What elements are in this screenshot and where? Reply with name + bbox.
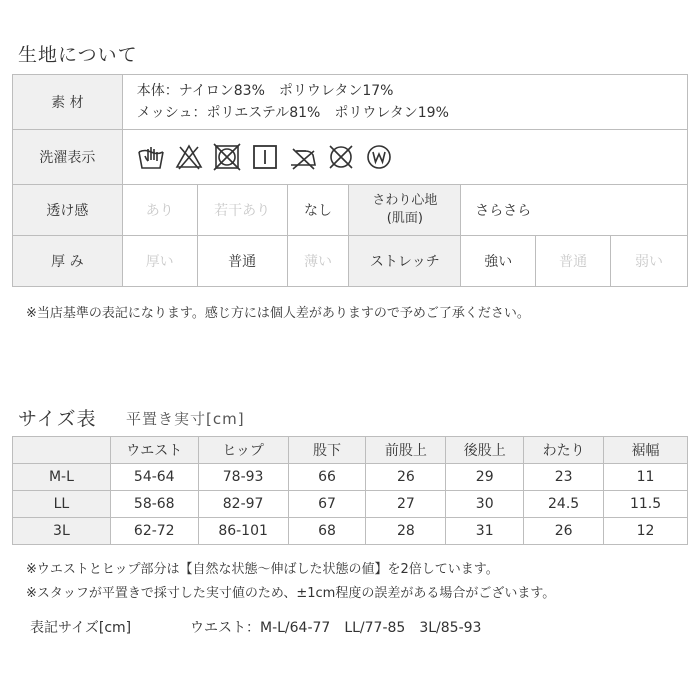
feel-label-line-2: (肌面) [386,211,423,226]
hand-wash-icon [137,143,165,171]
sheer-label: 透け感 [13,185,123,236]
no-tumble-dry-icon [213,143,241,171]
wet-clean-icon [365,143,393,171]
feel-value: さらさら [461,185,688,236]
size-header-cell: 前股上 [366,437,446,464]
material-line-2: メッシュ：ポリエステル81% ポリウレタン19% [136,105,449,121]
size-cell: 82-97 [198,491,288,518]
size-cell: 86-101 [198,518,288,545]
size-cell: 31 [446,518,524,545]
size-cell: 66 [288,464,366,491]
feel-label-line-1: さわり心地 [372,193,438,208]
size-cell: 11 [604,464,688,491]
stretch-option-1: 強い [461,236,536,287]
size-cell: 78-93 [198,464,288,491]
size-row-label: LL [13,491,111,518]
size-header-cell: 後股上 [446,437,524,464]
no-dry-clean-icon [327,143,355,171]
size-row-label: M-L [13,464,111,491]
fabric-section-title: 生地について [18,44,138,66]
washing-icons-cell [122,130,687,185]
size-section-subtitle: 平置き実寸[cm] [126,410,245,428]
size-cell: 24.5 [524,491,604,518]
size-cell: 28 [366,518,446,545]
size-cell: 30 [446,491,524,518]
thickness-option-1: 厚い [122,236,197,287]
size-table-header [13,437,688,464]
no-bleach-icon [175,143,203,171]
stretch-option-3: 弱い [611,236,688,287]
size-header-cell: ヒップ [198,437,288,464]
material-label: 素 材 [13,75,123,130]
size-cell: 12 [604,518,688,545]
size-cell: 26 [524,518,604,545]
size-cell: 68 [288,518,366,545]
size-header-cell: わたり [524,437,604,464]
size-cell: 67 [288,491,366,518]
size-header-cell: 裾幅 [604,437,688,464]
size-cell: 54-64 [110,464,198,491]
sheer-option-2: 若干あり [197,185,287,236]
size-header-cell: 股下 [288,437,366,464]
material-values [122,75,687,130]
fabric-note: ※当店基準の表記になります。感じ方には個人差がありますので予めご了承ください。 [26,306,530,321]
thickness-label: 厚 み [13,236,123,287]
line-dry-icon [251,143,279,171]
thickness-option-2: 普通 [197,236,287,287]
label-size-value: ウエスト：M-L/64-77 LL/77-85 3L/85-93 [190,620,482,636]
size-cell: 62-72 [110,518,198,545]
size-cell: 23 [524,464,604,491]
material-line-1: 本体：ナイロン83% ポリウレタン17% [136,83,394,99]
size-note-2: ※スタッフが平置きで採寸した実寸値のため、±1cm程度の誤差がある場合がございます。 [26,586,556,601]
size-table [12,436,688,545]
feel-label [349,185,461,236]
size-cell: 11.5 [604,491,688,518]
size-cell: 29 [446,464,524,491]
label-size-title: 表記サイズ[cm] [30,620,132,636]
sheer-option-1: あり [122,185,197,236]
stretch-label: ストレッチ [349,236,461,287]
size-header-cell: ウエスト [110,437,198,464]
stretch-option-2: 普通 [536,236,611,287]
fabric-spec-table [12,74,688,287]
washing-label: 洗濯表示 [13,130,123,185]
size-row-label: 3L [13,518,111,545]
no-iron-icon [289,143,317,171]
table-row [13,518,688,545]
size-cell: 58-68 [110,491,198,518]
table-row [13,464,688,491]
size-note-1: ※ウエストとヒップ部分は【自然な状態～伸ばした状態の値】を2倍しています。 [26,562,499,577]
sheer-option-3: なし [287,185,349,236]
size-header-cell [13,437,111,464]
size-cell: 26 [366,464,446,491]
size-cell: 27 [366,491,446,518]
table-row [13,491,688,518]
size-section-title: サイズ表 [18,408,97,430]
thickness-option-3: 薄い [287,236,349,287]
